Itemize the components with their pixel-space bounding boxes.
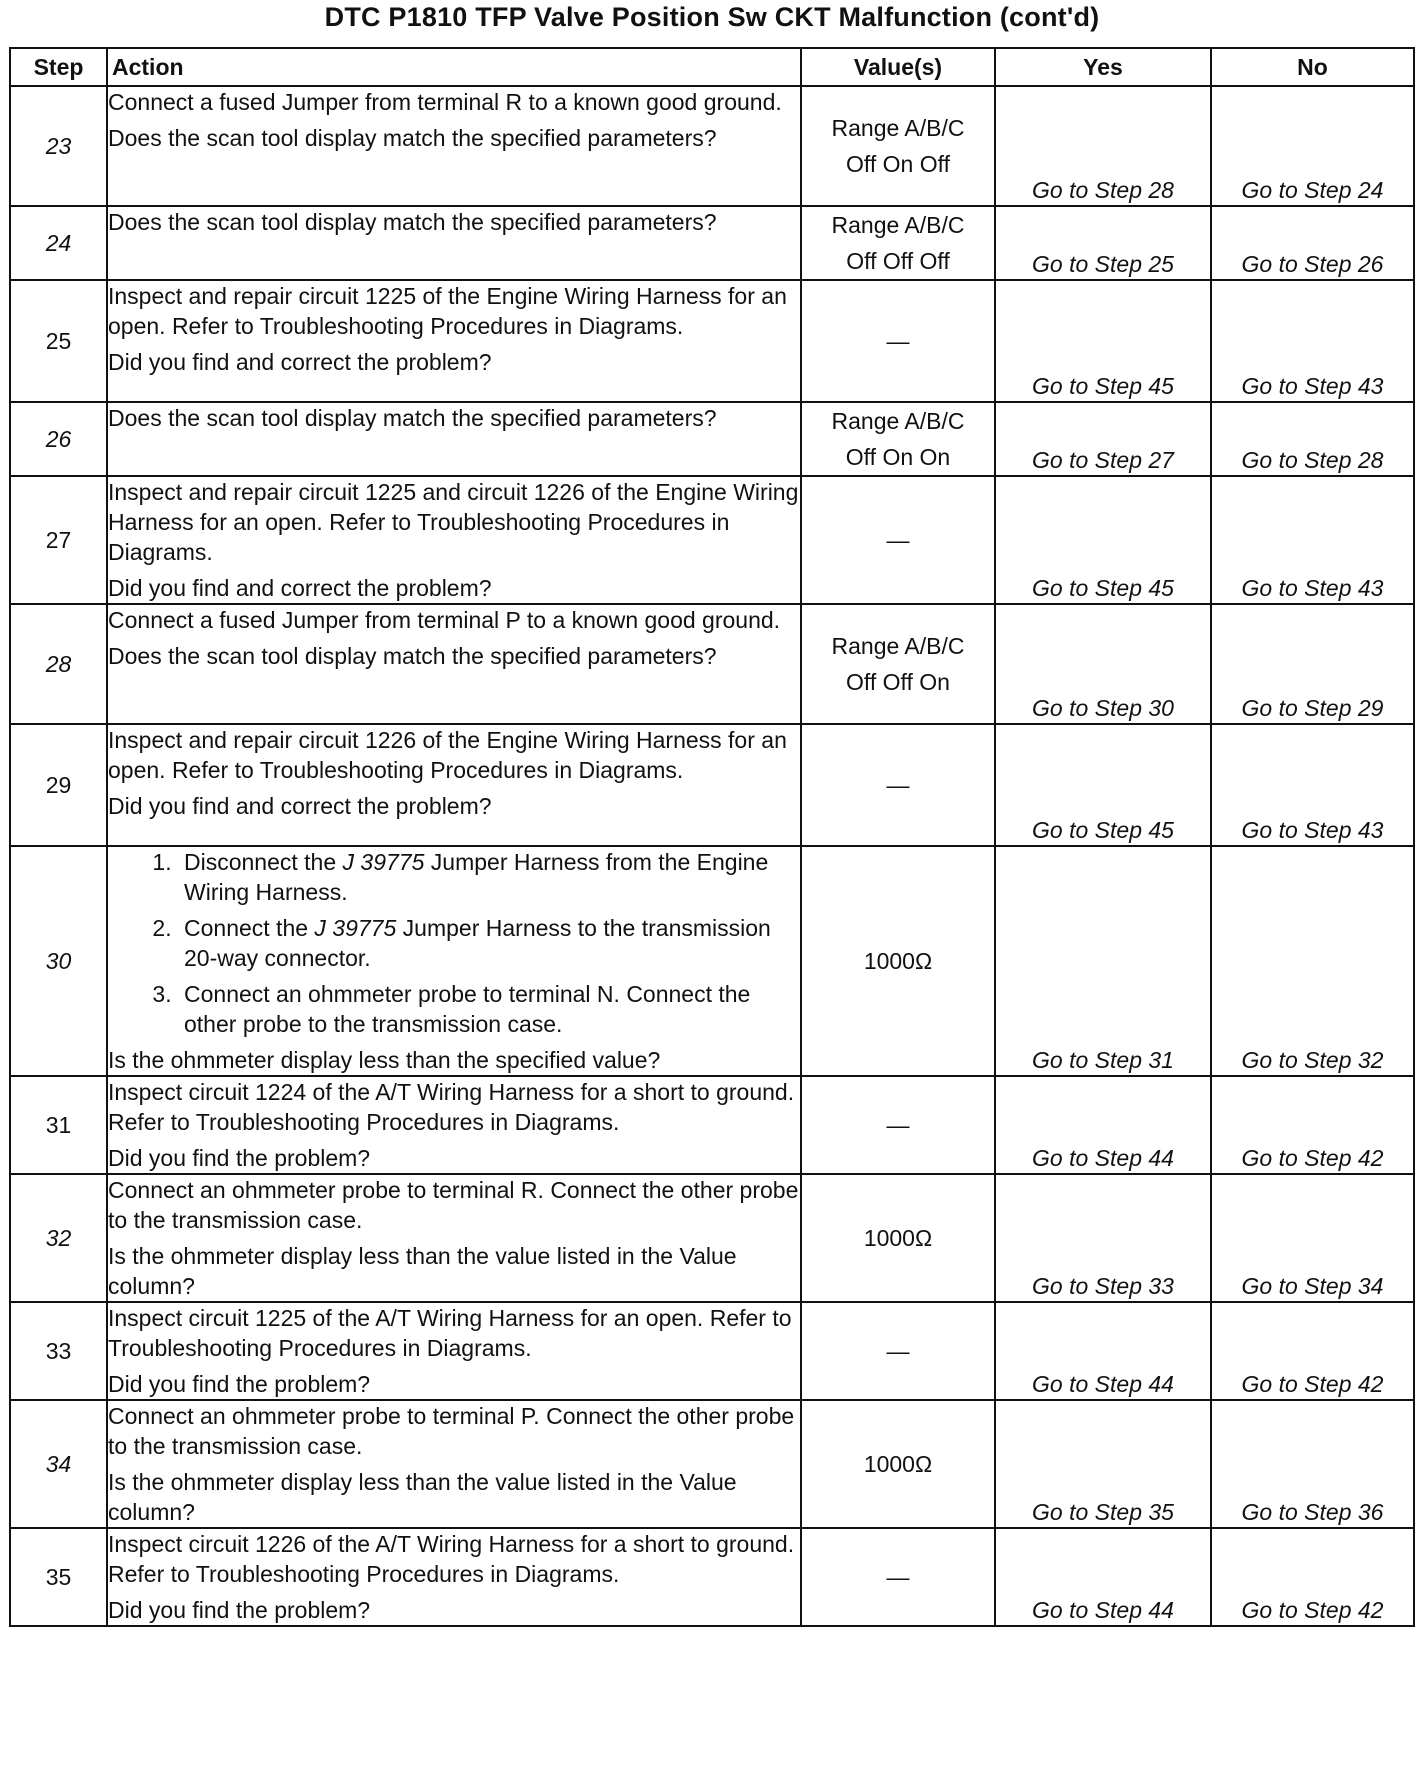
action-instruction: Inspect and repair circuit 1225 of the Engine Wiring Harness for an open. Refer to Troubleshooting Procedures in Diagrams.	[108, 283, 787, 339]
step-number: 23	[10, 86, 107, 206]
action-question: Does the scan tool display match the specified parameters?	[108, 125, 717, 151]
value-cell	[801, 206, 995, 280]
table-row	[10, 1302, 1414, 1400]
step-number: 27	[10, 476, 107, 604]
no-goto: Go to Step 29	[1211, 604, 1414, 724]
table-row	[10, 1174, 1414, 1302]
action-cell	[107, 206, 801, 280]
value-line: Range A/B/C	[831, 408, 965, 434]
action-cell	[107, 1174, 801, 1302]
table-row	[10, 1076, 1414, 1174]
table-row	[10, 86, 1414, 206]
table-row	[10, 604, 1414, 724]
yes-goto: Go to Step 44	[995, 1302, 1211, 1400]
step-number: 31	[10, 1076, 107, 1174]
yes-goto: Go to Step 44	[995, 1076, 1211, 1174]
action-cell	[107, 280, 801, 402]
value-line: Off On On	[845, 444, 951, 470]
value-cell	[801, 1528, 995, 1626]
no-goto: Go to Step 36	[1211, 1400, 1414, 1528]
diagnostic-table	[9, 47, 1415, 1627]
action-instruction: Inspect circuit 1224 of the A/T Wiring Harness for a short to ground. Refer to Troubleshooting Procedures in Diagrams.	[108, 1079, 795, 1135]
action-cell	[107, 1302, 801, 1400]
action-question: Did you find the problem?	[108, 1371, 371, 1397]
step-number: 28	[10, 604, 107, 724]
table-row	[10, 476, 1414, 604]
action-cell	[107, 402, 801, 476]
action-cell	[107, 1076, 801, 1174]
no-goto: Go to Step 42	[1211, 1076, 1414, 1174]
action-cell	[107, 604, 801, 724]
no-goto: Go to Step 34	[1211, 1174, 1414, 1302]
step-number: 33	[10, 1302, 107, 1400]
table-row	[10, 280, 1414, 402]
value-line: —	[886, 1564, 910, 1590]
value-cell	[801, 1302, 995, 1400]
value-cell	[801, 846, 995, 1076]
action-instruction: Connect an ohmmeter probe to terminal R. Connect the other probe to the transmission case.	[108, 1177, 799, 1233]
action-instruction: Connect a fused Jumper from terminal P to a known good ground.	[108, 607, 781, 633]
value-line: Range A/B/C	[831, 115, 965, 141]
no-goto: Go to Step 43	[1211, 724, 1414, 846]
value-line: Off Off Off	[846, 248, 950, 274]
action-question: Does the scan tool display match the specified parameters?	[108, 643, 717, 669]
no-goto: Go to Step 28	[1211, 402, 1414, 476]
action-cell	[107, 1400, 801, 1528]
value-cell	[801, 476, 995, 604]
step-number: 35	[10, 1528, 107, 1626]
table-row	[10, 206, 1414, 280]
step-number: 24	[10, 206, 107, 280]
header-yes: Yes	[995, 48, 1211, 86]
table-row	[10, 1528, 1414, 1626]
action-question: Is the ohmmeter display less than the value listed in the Value column?	[108, 1243, 737, 1299]
yes-goto: Go to Step 31	[995, 846, 1211, 1076]
value-line: —	[886, 1112, 910, 1138]
action-cell	[107, 724, 801, 846]
value-line: 1000Ω	[863, 1225, 933, 1251]
table-row	[10, 402, 1414, 476]
no-goto: Go to Step 32	[1211, 846, 1414, 1076]
step-number: 25	[10, 280, 107, 402]
table-row	[10, 846, 1414, 1076]
table-row	[10, 1400, 1414, 1528]
no-goto: Go to Step 42	[1211, 1302, 1414, 1400]
yes-goto: Go to Step 30	[995, 604, 1211, 724]
no-goto: Go to Step 43	[1211, 280, 1414, 402]
action-question: Did you find and correct the problem?	[108, 575, 492, 601]
action-question: Did you find and correct the problem?	[108, 793, 492, 819]
value-line: Off Off On	[846, 669, 950, 695]
action-question: Did you find the problem?	[108, 1145, 371, 1171]
value-cell	[801, 280, 995, 402]
step-number: 30	[10, 846, 107, 1076]
action-cell	[107, 846, 801, 1076]
step-number: 29	[10, 724, 107, 846]
action-question: Is the ohmmeter display less than the value listed in the Value column?	[108, 1469, 737, 1525]
step-number: 34	[10, 1400, 107, 1528]
table-row	[10, 724, 1414, 846]
header-step: Step	[10, 48, 107, 86]
action-question: Did you find and correct the problem?	[108, 349, 492, 375]
action-instruction: Inspect circuit 1226 of the A/T Wiring Harness for a short to ground. Refer to Troubleshooting Procedures in Diagrams.	[108, 1531, 795, 1587]
action-cell	[107, 1528, 801, 1626]
value-cell	[801, 604, 995, 724]
action-instruction: Connect an ohmmeter probe to terminal P. Connect the other probe to the transmission case.	[108, 1403, 795, 1459]
tool-number: J 39775	[314, 915, 397, 941]
header-no: No	[1211, 48, 1414, 86]
action-question: Did you find the problem?	[108, 1597, 371, 1623]
yes-goto: Go to Step 44	[995, 1528, 1211, 1626]
value-line: Range A/B/C	[831, 212, 965, 238]
yes-goto: Go to Step 27	[995, 402, 1211, 476]
action-question: Does the scan tool display match the specified parameters?	[108, 209, 717, 235]
no-goto: Go to Step 24	[1211, 86, 1414, 206]
action-question: Does the scan tool display match the specified parameters?	[108, 405, 717, 431]
tool-number: J 39775	[342, 849, 425, 875]
no-goto: Go to Step 26	[1211, 206, 1414, 280]
action-instruction: Inspect and repair circuit 1226 of the Engine Wiring Harness for an open. Refer to Troubleshooting Procedures in Diagrams.	[108, 727, 787, 783]
value-line: —	[886, 527, 910, 553]
action-list-item: 2. Connect the J 39775 Jumper Harness to the transmission 20-way connector.	[178, 913, 800, 973]
yes-goto: Go to Step 45	[995, 280, 1211, 402]
step-number: 26	[10, 402, 107, 476]
value-cell	[801, 1400, 995, 1528]
value-cell	[801, 1076, 995, 1174]
action-list-item: 1. Disconnect the J 39775 Jumper Harness from the Engine Wiring Harness.	[178, 847, 800, 907]
table-header-row	[10, 48, 1414, 86]
value-line: —	[886, 328, 910, 354]
yes-goto: Go to Step 28	[995, 86, 1211, 206]
value-line: Range A/B/C	[831, 633, 965, 659]
action-instruction: Inspect and repair circuit 1225 and circuit 1226 of the Engine Wiring Harness for an open. Refer to Troubleshooting Procedures in Diagrams.	[108, 479, 799, 565]
value-line: —	[886, 772, 910, 798]
value-cell	[801, 724, 995, 846]
header-action: Action	[107, 48, 801, 86]
page-title: DTC P1810 TFP Valve Position Sw CKT Malfunction (cont'd)	[324, 2, 1100, 32]
yes-goto: Go to Step 45	[995, 476, 1211, 604]
header-values: Value(s)	[801, 48, 995, 86]
action-list-item: 3. Connect an ohmmeter probe to terminal N. Connect the other probe to the transmission case.	[178, 979, 800, 1039]
action-cell	[107, 476, 801, 604]
value-cell	[801, 1174, 995, 1302]
value-line: Off On Off	[846, 151, 950, 177]
no-goto: Go to Step 43	[1211, 476, 1414, 604]
action-cell	[107, 86, 801, 206]
value-cell	[801, 86, 995, 206]
yes-goto: Go to Step 33	[995, 1174, 1211, 1302]
yes-goto: Go to Step 35	[995, 1400, 1211, 1528]
table-body	[10, 86, 1414, 1626]
value-line: —	[886, 1338, 910, 1364]
value-cell	[801, 402, 995, 476]
yes-goto: Go to Step 25	[995, 206, 1211, 280]
action-instruction: Inspect circuit 1225 of the A/T Wiring Harness for an open. Refer to Troubleshooting Procedures in Diagrams.	[108, 1305, 792, 1361]
yes-goto: Go to Step 45	[995, 724, 1211, 846]
value-line: 1000Ω	[863, 1451, 933, 1477]
action-question: Is the ohmmeter display less than the specified value?	[108, 1047, 661, 1073]
no-goto: Go to Step 42	[1211, 1528, 1414, 1626]
step-number: 32	[10, 1174, 107, 1302]
action-steps-list	[108, 847, 800, 1039]
value-line: 1000Ω	[863, 948, 933, 974]
action-instruction: Connect a fused Jumper from terminal R to a known good ground.	[108, 89, 782, 115]
